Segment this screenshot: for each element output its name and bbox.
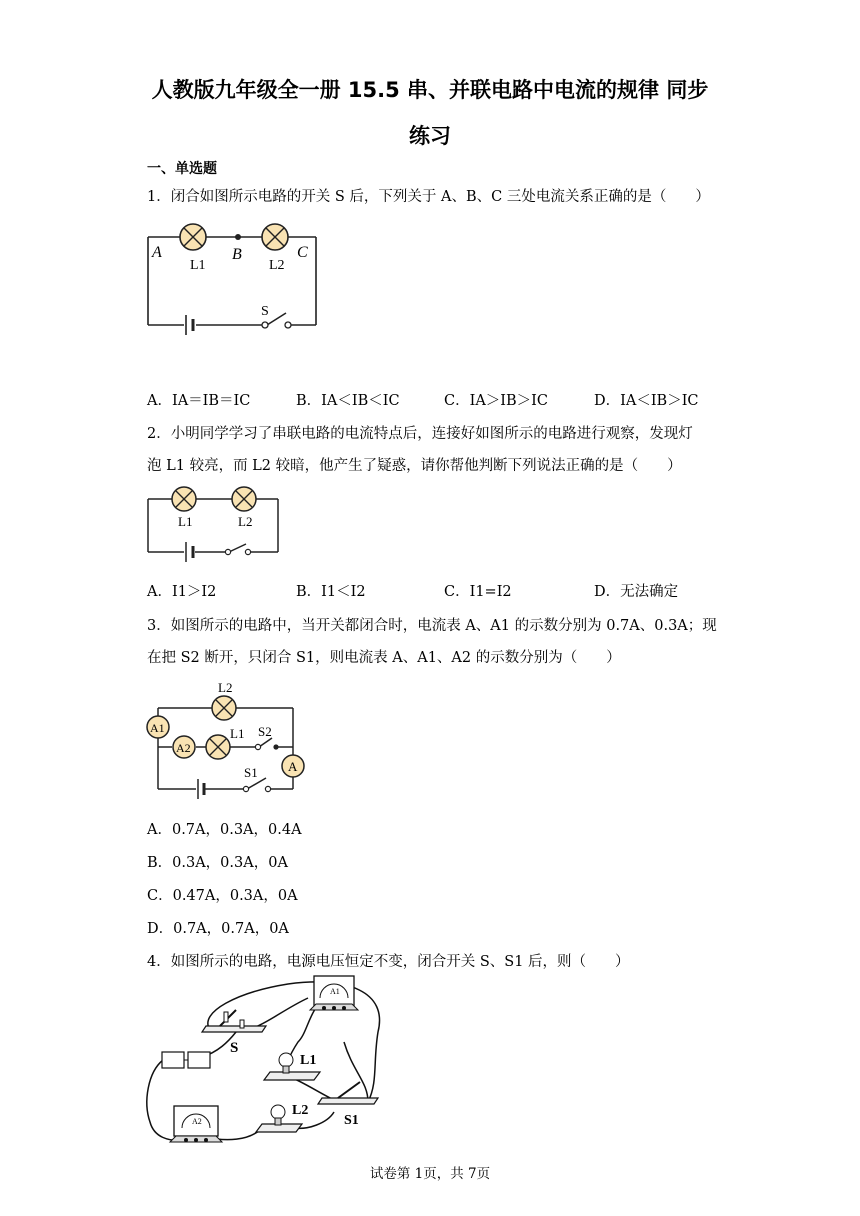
- q3-option-d[interactable]: D．0.7A，0.7A，0A: [147, 921, 289, 937]
- q2-option-d[interactable]: D．无法确定: [594, 584, 679, 600]
- label-b: B: [232, 246, 242, 263]
- question-3-circuit-diagram: [140, 676, 310, 804]
- label-l1: L1: [178, 514, 193, 529]
- question-2-stem-line2: 泡 L1 较亮，而 L2 较暗，他产生了疑惑，请你帮他判断下列说法正确的是（ ）: [147, 458, 682, 474]
- page-footer: 试卷第 1页，共 7页: [369, 1166, 491, 1182]
- page-title-continued: 练习: [409, 124, 451, 148]
- q2-option-a[interactable]: A．I1＞I2: [147, 584, 217, 600]
- question-1-stem: 1．闭合如图所示电路的开关 S 后，下列关于 A、B、C 三处电流关系正确的是（ ）: [147, 189, 710, 205]
- label-s2: S2: [258, 724, 272, 739]
- label-l1: L1: [190, 258, 206, 273]
- question-2-circuit-diagram: [140, 482, 290, 572]
- label-a2: A2: [192, 1117, 202, 1126]
- label-a2: A2: [176, 741, 191, 755]
- section-heading: 一、单选题: [147, 161, 217, 177]
- label-s1: S1: [244, 765, 258, 780]
- q1-option-a[interactable]: A．IA＝IB＝IC: [147, 393, 251, 409]
- label-l2: L2: [292, 1103, 309, 1118]
- q2-option-b[interactable]: B．I1＜I2: [296, 584, 366, 600]
- label-a1: A1: [150, 721, 165, 735]
- label-c: C: [297, 244, 308, 261]
- question-3-stem-line2: 在把 S2 断开，只闭合 S1，则电流表 A、A1、A2 的示数分别为（ ）: [147, 650, 621, 666]
- label-s1: S1: [344, 1113, 359, 1128]
- label-a: A: [288, 759, 298, 774]
- q1-option-c[interactable]: C．IA＞IB＞IC: [444, 393, 548, 409]
- label-l1: L1: [300, 1053, 317, 1068]
- question-2-stem-line1: 2．小明同学学习了串联电路的电流特点后，连接好如图所示的电路进行观察，发现灯: [147, 426, 693, 442]
- q1-option-d[interactable]: D．IA＜IB＞IC: [594, 393, 699, 409]
- label-l2: L2: [238, 514, 253, 529]
- question-4-apparatus-illustration: [138, 972, 398, 1152]
- q3-option-a[interactable]: A．0.7A，0.3A，0.4A: [147, 822, 302, 838]
- label-a1: A1: [330, 987, 340, 996]
- label-s: S: [230, 1040, 239, 1056]
- q3-option-b[interactable]: B．0.3A，0.3A，0A: [147, 855, 288, 871]
- page-title: 人教版九年级全一册 15.5 串、并联电路中电流的规律 同步: [151, 78, 709, 102]
- label-a: A: [152, 244, 162, 261]
- label-l2: L2: [269, 258, 285, 273]
- label-s: S: [261, 304, 269, 319]
- q2-option-c[interactable]: C．I1=I2: [444, 584, 512, 600]
- label-l1: L1: [230, 726, 245, 741]
- question-4-stem: 4．如图所示的电路，电源电压恒定不变，闭合开关 S、S1 后，则（ ）: [147, 954, 630, 970]
- question-3-stem-line1: 3．如图所示的电路中，当开关都闭合时，电流表 A、A1 的示数分别为 0.7A、0.3A；现: [147, 618, 717, 634]
- question-1-circuit-diagram: [140, 215, 330, 340]
- q1-option-b[interactable]: B．IA＜IB＜IC: [296, 393, 400, 409]
- q3-option-c[interactable]: C．0.47A，0.3A，0A: [147, 888, 298, 904]
- label-l2: L2: [218, 680, 233, 695]
